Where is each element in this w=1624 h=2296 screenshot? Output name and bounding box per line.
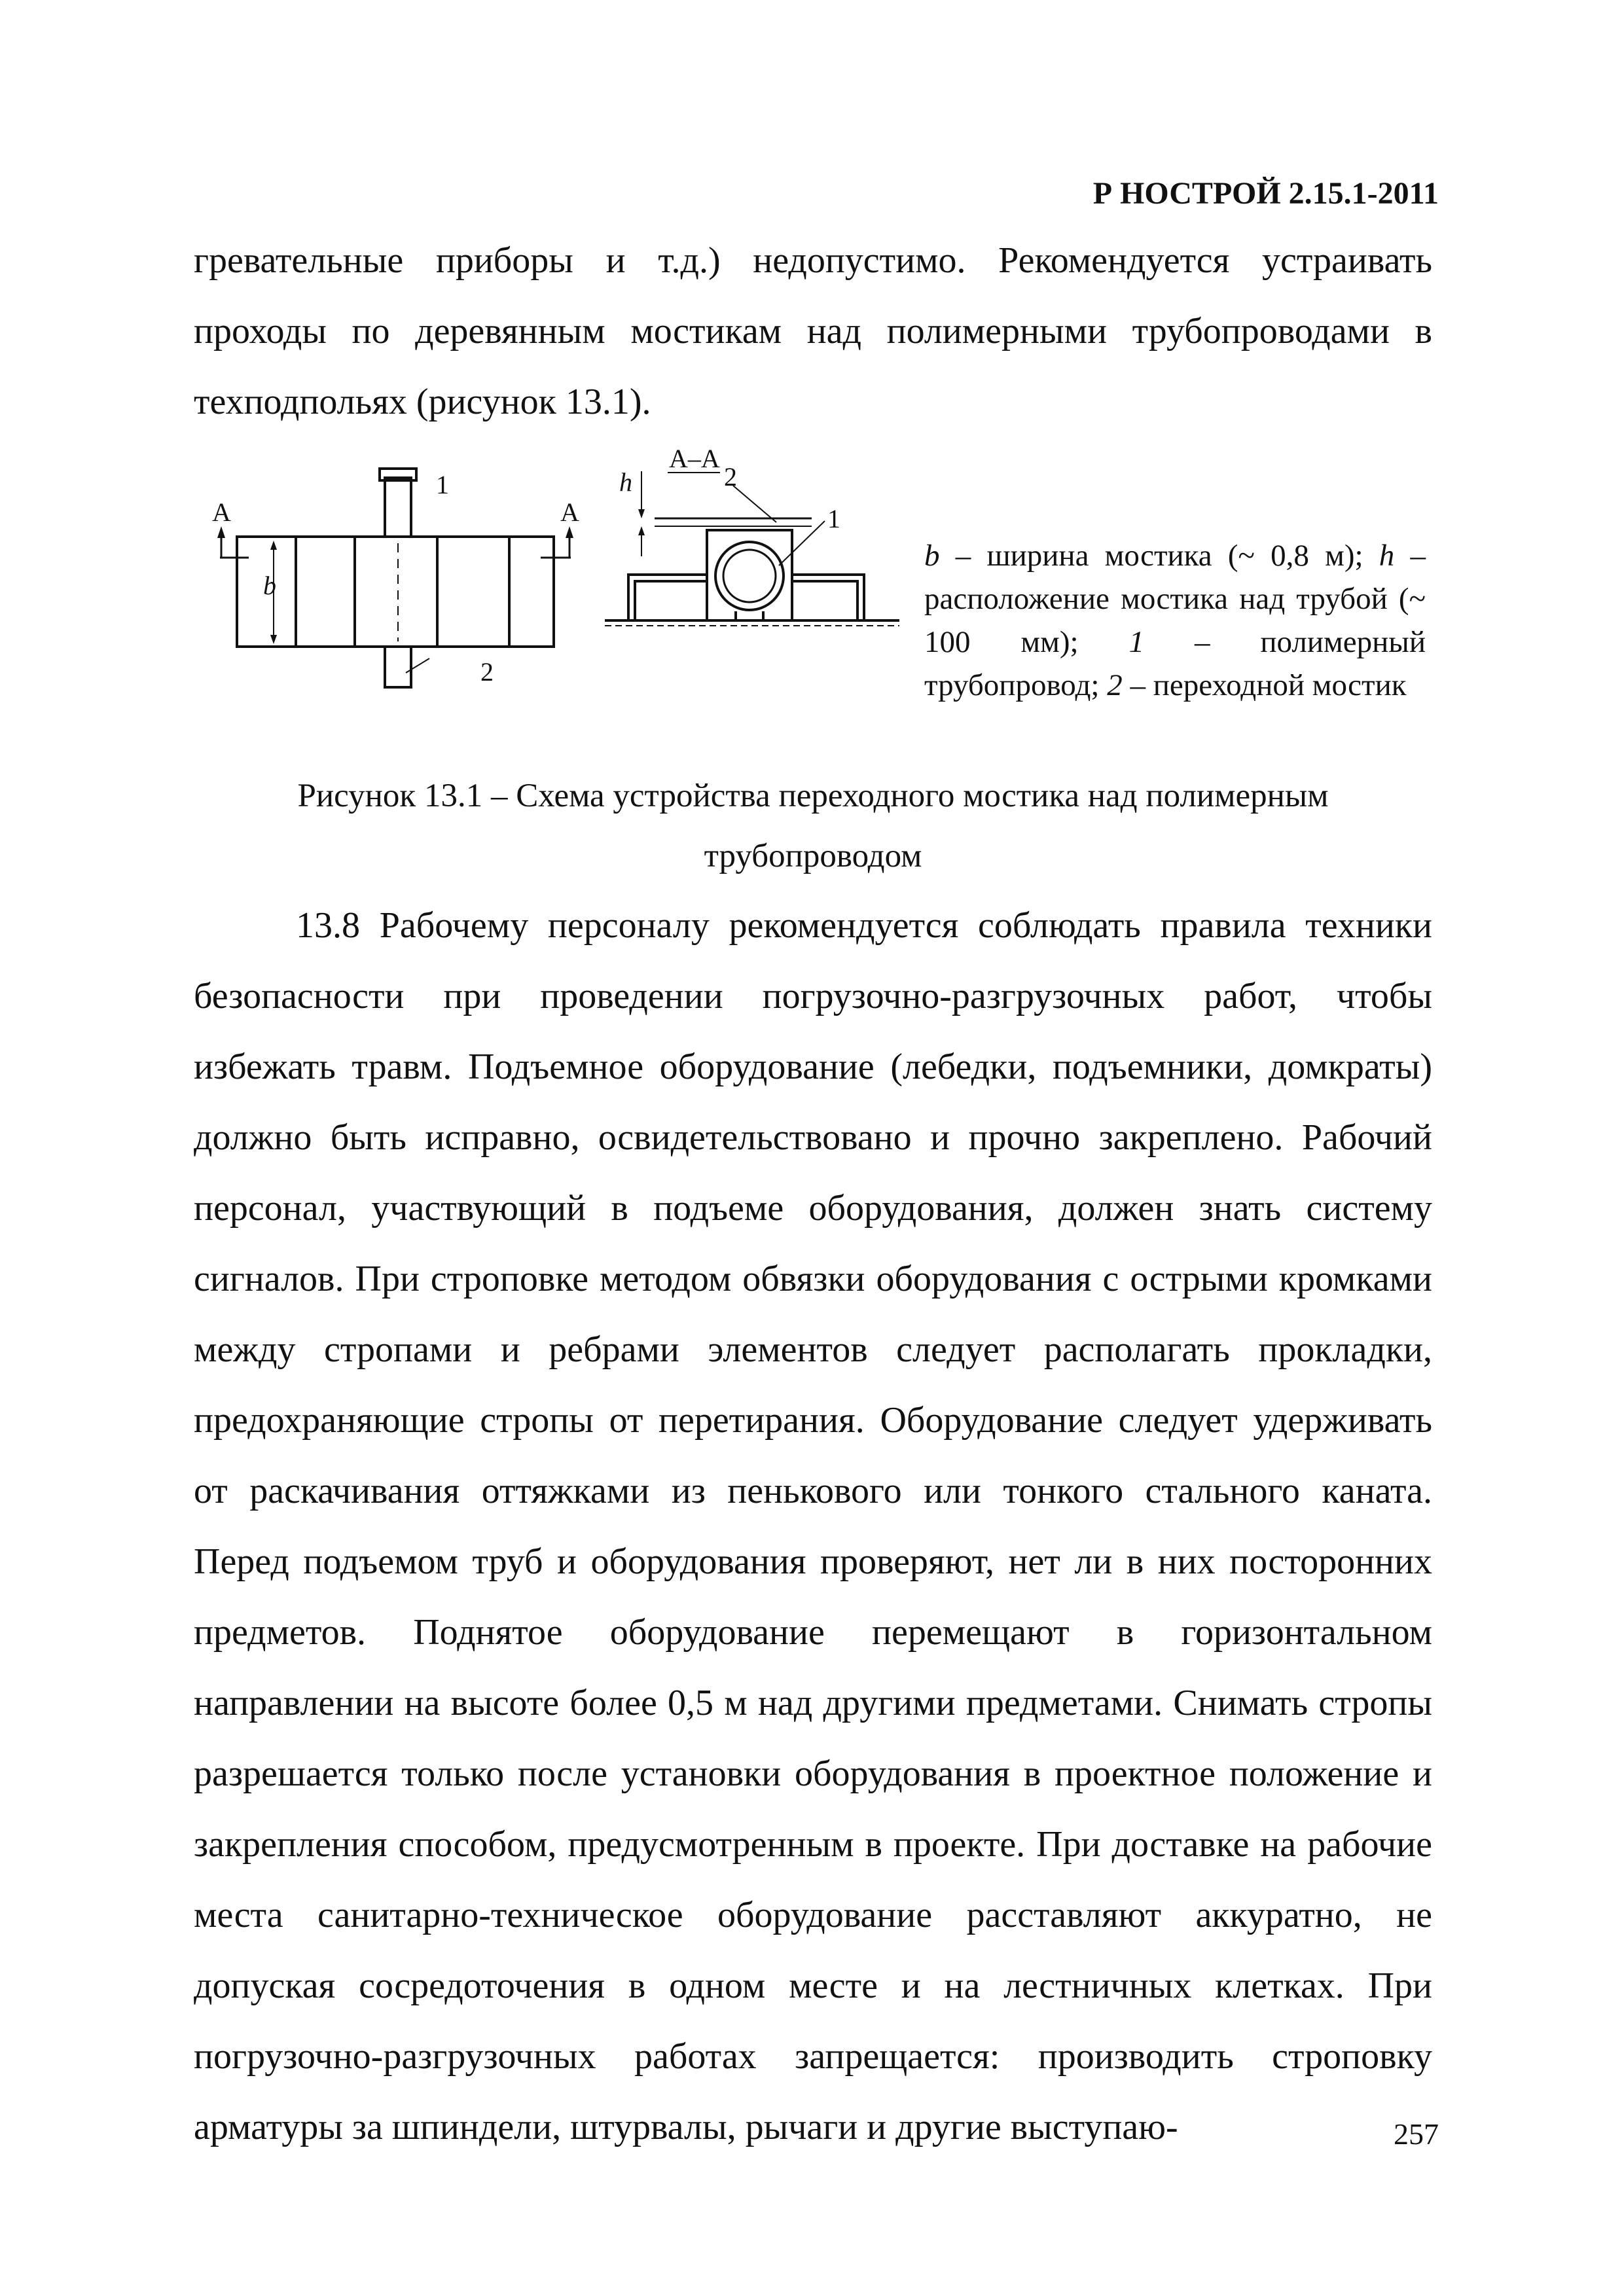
plan-dim-b-label: b xyxy=(263,571,276,600)
plan-callout-2: 2 xyxy=(480,657,494,687)
bridge-deck xyxy=(237,537,554,647)
plan-section-right-label: А xyxy=(560,497,579,527)
section-callout-1: 1 xyxy=(827,504,840,533)
page-number: 257 xyxy=(1394,2117,1439,2151)
pipe-bottom xyxy=(385,647,411,687)
section-pipe xyxy=(715,542,784,610)
paragraph-13-8: 13.8 Рабочему персоналу рекомендуется соблюдать правила техники безопасности при проведении погрузочно-разгрузочных работ, чтобы избежать травм. Подъемное оборудование (лебедки, подъемники, домкраты) должно быть исправно, освидетельствовано и прочно закреплено. Рабочий персонал, участвующий в подъеме оборудования, должен знать систему сигналов. При строповке методом обвязки оборудования с острыми кромками между стропами и ребрами элементов следует располагать прокладки, предохраняющие стропы от перетирания. Оборудование следует удерживать от раскачивания оттяжками из пенькового или тонкого стального каната. Перед подъемом труб и оборудования проверяют, нет ли в них посторонних предметов. Поднятое оборудование перемещают в горизонтальном направлении на высоте более 0,5 м над другими предметами. Снимать стропы разрешается только после установки оборудования в проектное положение и закрепления способом, предусмотренным в проекте. При доставке на рабочие места санитарно-техническое оборудование расставляют аккуратно, не допуская сосредоточения в одном месте и на лестничных клетках. При погрузочно-разгрузочных работах запрещается: производить строповку арматуры за шпиндели, штурвалы, рычаги и другие выступаю- xyxy=(194,905,1432,2147)
plan-callout-1: 1 xyxy=(436,470,449,499)
document-code: Р НОСТРОЙ 2.15.1-2011 xyxy=(1092,176,1439,211)
legend-b-symbol: b xyxy=(924,539,940,573)
pipe-top xyxy=(385,478,411,537)
section-callout-2: 2 xyxy=(724,462,737,492)
legend-h-text: – расположение мостика над трубой (~ 100 мм); xyxy=(924,539,1426,659)
caption-line-1: Рисунок 13.1 – Схема устройства переходного мостика над полимерным xyxy=(297,778,1329,814)
legend-b-text: – ширина мостика (~ 0,8 м); xyxy=(939,539,1379,573)
figure-13-1 xyxy=(209,445,929,720)
legend-item1-symbol: 1 xyxy=(1128,625,1145,659)
figure-caption xyxy=(194,766,1432,886)
section-view xyxy=(605,471,899,626)
legend-h-symbol: h xyxy=(1379,539,1395,573)
legend-item1-text: – полимерный трубопровод; xyxy=(924,625,1426,702)
plan-section-left-label: А xyxy=(212,497,231,527)
legend-item2-symbol: 2 xyxy=(1107,668,1123,702)
section-title-label: А–А xyxy=(669,445,720,473)
caption-line-2: трубопроводом xyxy=(704,838,922,874)
legend-item2-text: – переходной мостик xyxy=(1122,668,1407,702)
figure-legend xyxy=(924,534,1426,707)
paragraph-intro: гревательные приборы и т.д.) недопустимо. Рекомендуется устраивать проходы по деревянным мостикам над полимерными трубопроводами в техподпольях (рисунок 13.1). xyxy=(194,240,1432,422)
section-dim-h-label: h xyxy=(619,467,632,497)
